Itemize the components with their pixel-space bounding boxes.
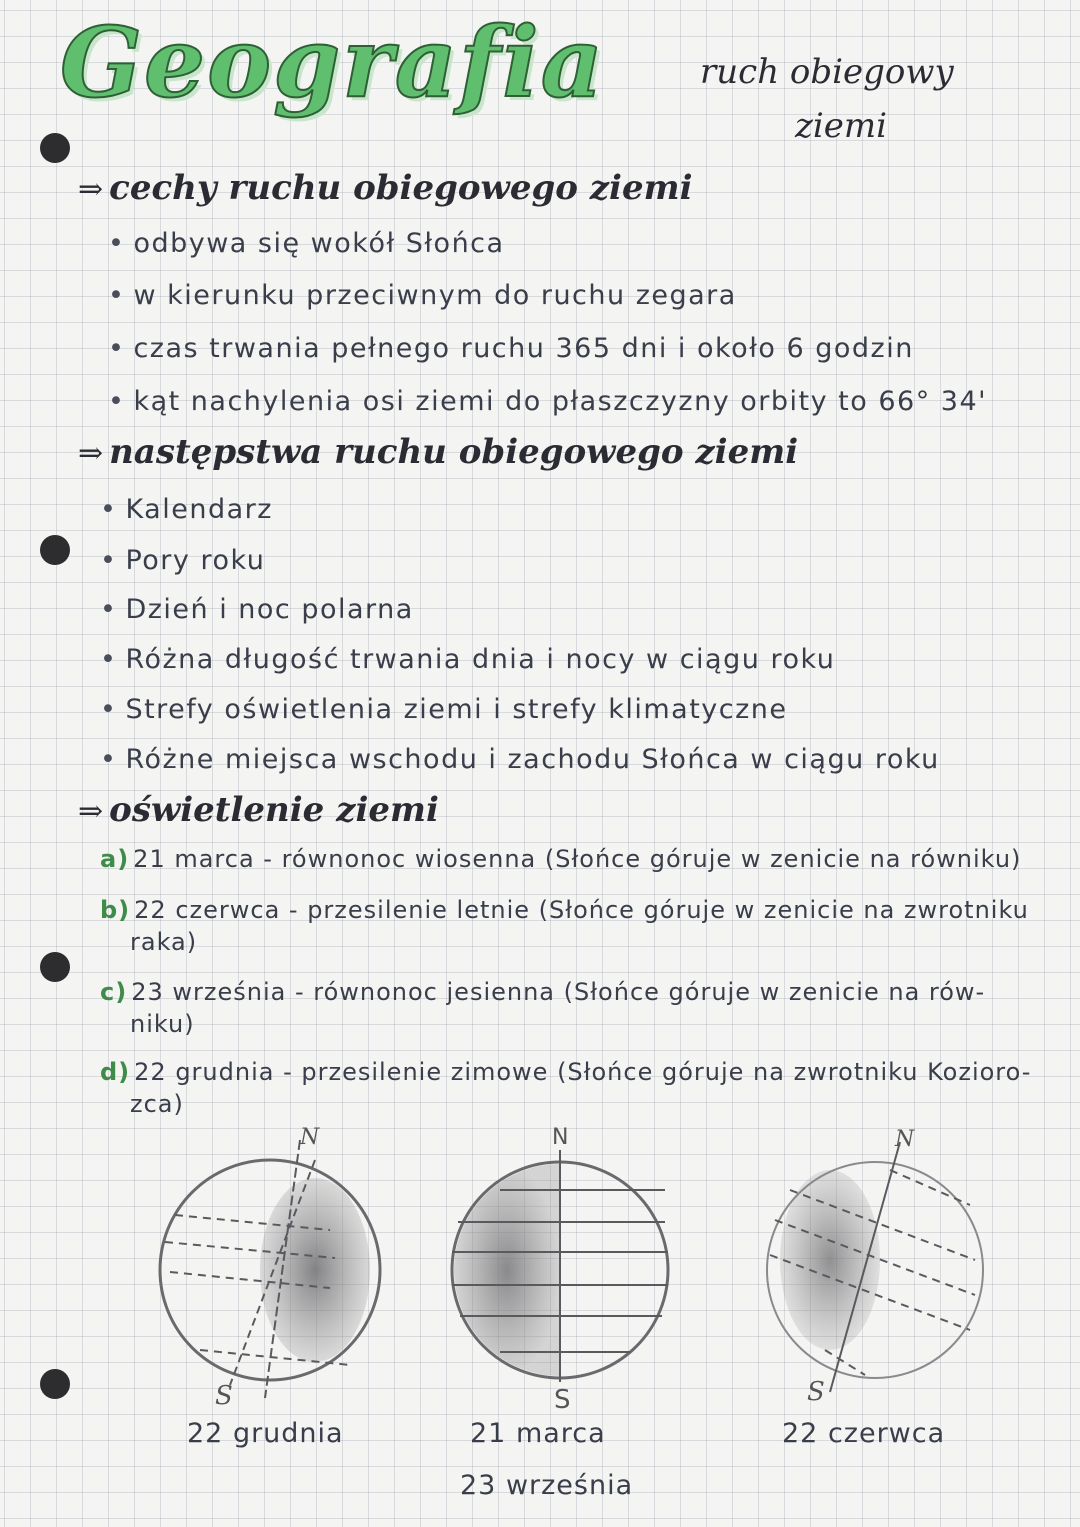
binder-hole bbox=[40, 1369, 70, 1399]
binder-hole bbox=[40, 952, 70, 982]
earth-diagram-equinox bbox=[430, 1120, 690, 1410]
heading-text: oświetlenie ziemi bbox=[109, 790, 439, 830]
illumination-entry: d) 22 grudnia - przesilenie zimowe (Słońce góruje na zwrotniku Kozioro- bbox=[100, 1058, 1032, 1086]
illumination-entry-continued: raka) bbox=[130, 928, 198, 956]
illumination-entry: a) 21 marca - równonoc wiosenna (Słońce góruje w zenicie na równiku) bbox=[100, 845, 1022, 873]
section-heading-features bbox=[78, 168, 693, 208]
section-heading-consequences bbox=[78, 432, 798, 472]
section-heading-illumination bbox=[78, 790, 439, 830]
list-item: • Dzień i noc polarna bbox=[100, 594, 414, 625]
diagram-caption: 21 marca bbox=[470, 1418, 606, 1449]
subtitle-line-1: ruch obiegowy bbox=[700, 52, 954, 92]
night-side bbox=[454, 1164, 560, 1376]
illumination-entry-continued: niku) bbox=[130, 1010, 195, 1038]
list-item: • czas trwania pełnego ruchu 365 dni i około 6 godzin bbox=[108, 333, 914, 364]
heading-text: cechy ruchu obiegowego ziemi bbox=[109, 168, 693, 208]
south-label: S bbox=[215, 1381, 233, 1410]
night-side bbox=[260, 1178, 370, 1362]
bullet-icon: • bbox=[100, 694, 118, 725]
binder-hole bbox=[40, 133, 70, 163]
page-title: Geografia bbox=[60, 6, 605, 119]
list-item: • Pory roku bbox=[100, 545, 266, 576]
list-item: • kąt nachylenia osi ziemi do płaszczyzny orbity to 66° 34' bbox=[108, 386, 988, 417]
bullet-icon: • bbox=[100, 545, 118, 576]
south-label: S bbox=[554, 1385, 571, 1410]
illumination-entry: b) 22 czerwca - przesilenie letnie (Słońce góruje w zenicie na zwrotniku bbox=[100, 896, 1029, 924]
parallel-line bbox=[825, 1350, 865, 1375]
bullet-icon: • bbox=[100, 494, 118, 525]
bullet-icon: • bbox=[108, 280, 126, 311]
list-item: • Kalendarz bbox=[100, 494, 273, 525]
bullet-icon: • bbox=[100, 594, 118, 625]
list-item: • Różna długość trwania dnia i nocy w ciągu roku bbox=[100, 644, 836, 675]
bullet-icon: • bbox=[100, 744, 118, 775]
bullet-icon: • bbox=[108, 228, 126, 259]
north-label: N bbox=[552, 1125, 569, 1150]
subtitle-line-2: ziemi bbox=[795, 106, 888, 146]
south-label: S bbox=[807, 1377, 825, 1407]
diagram-caption: 22 grudnia bbox=[187, 1418, 344, 1449]
heading-text: następstwa ruchu obiegowego ziemi bbox=[109, 432, 799, 472]
list-item: • Strefy oświetlenia ziemi i strefy klimatyczne bbox=[100, 694, 788, 725]
earth-diagram-june bbox=[735, 1120, 995, 1410]
arrow-icon: ⇒ bbox=[78, 172, 104, 207]
night-side bbox=[780, 1170, 880, 1350]
illumination-entry-continued: zca) bbox=[130, 1090, 184, 1118]
arrow-icon: ⇒ bbox=[78, 794, 104, 829]
list-item: • Różne miejsca wschodu i zachodu Słońca w ciągu roku bbox=[100, 744, 940, 775]
diagram-caption: 22 czerwca bbox=[782, 1418, 946, 1449]
diagram-caption-second: 23 września bbox=[460, 1470, 634, 1501]
illumination-entry: c) 23 września - równonoc jesienna (Słońce góruje w zenicie na rów- bbox=[100, 978, 986, 1006]
earth-diagram-december bbox=[140, 1120, 400, 1410]
list-item: • odbywa się wokół Słońca bbox=[108, 228, 505, 259]
north-label: N bbox=[895, 1127, 915, 1152]
bullet-icon: • bbox=[100, 644, 118, 675]
binder-hole bbox=[40, 535, 70, 565]
arrow-icon: ⇒ bbox=[78, 436, 104, 471]
list-item: • w kierunku przeciwnym do ruchu zegara bbox=[108, 280, 737, 311]
bullet-icon: • bbox=[108, 386, 126, 417]
bullet-icon: • bbox=[108, 333, 126, 364]
parallel-line bbox=[890, 1170, 970, 1205]
north-label: N bbox=[300, 1125, 320, 1150]
